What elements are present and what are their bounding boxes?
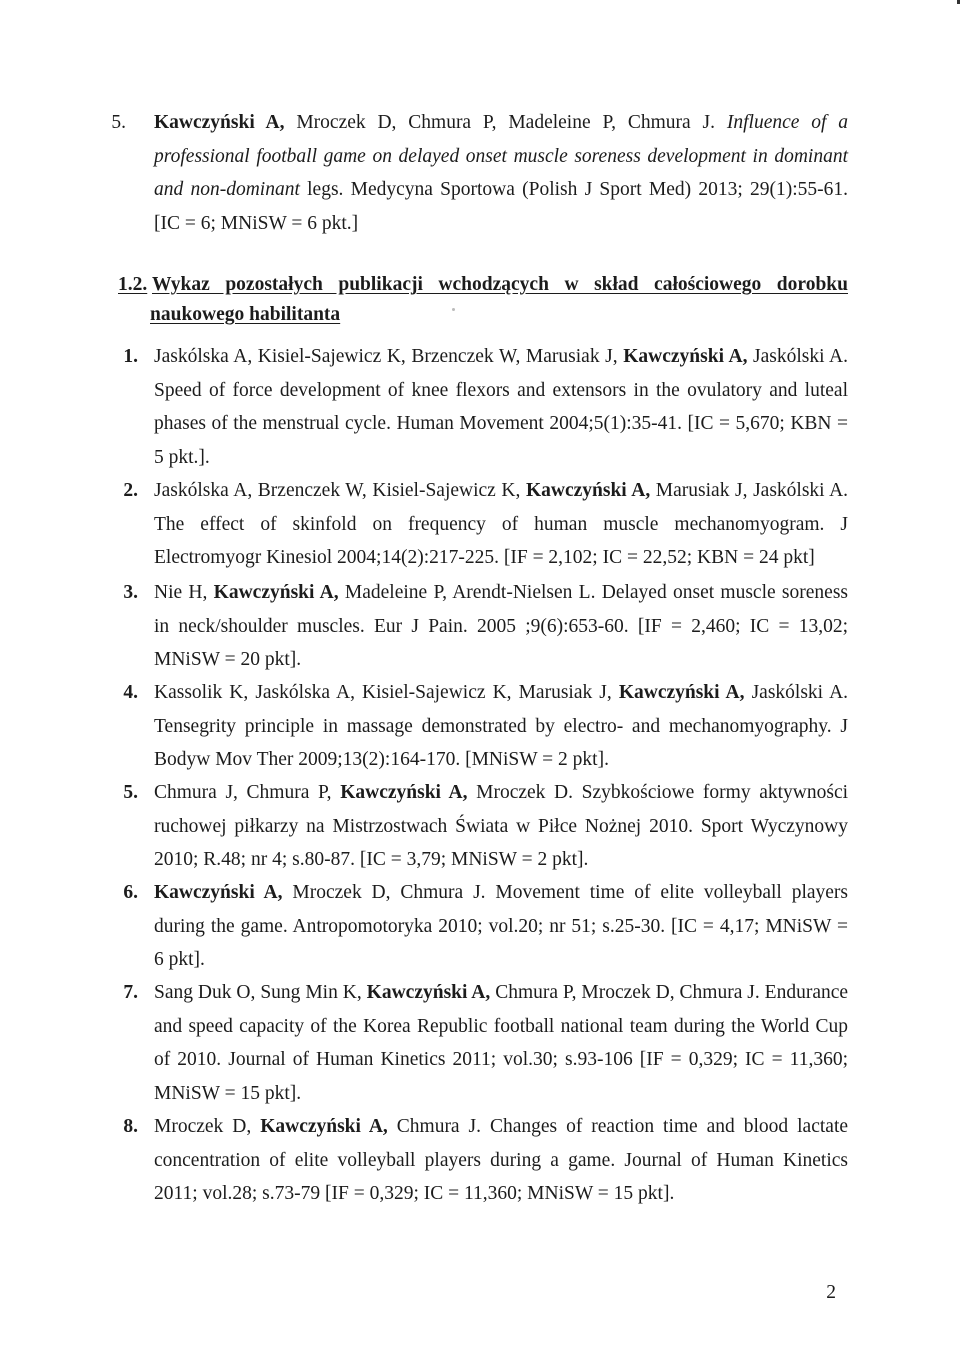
item-authors-before: Jaskólska A, Brzenczek W, Kisiel-Sajewicz K,: [154, 480, 521, 501]
list-item: [154, 340, 848, 474]
list-item: [154, 976, 848, 1110]
entry-citation: legs. Medycyna Sportowa (Polish J Sport Med) 2013; 29(1):55-61. [IC = 6; MNiSW = 6 pkt.]: [154, 179, 849, 234]
item-authors-before: Sang Duk O, Sung Min K,: [154, 982, 362, 1003]
item-authors-before: Kassolik K, Jaskólska A, Kisiel-Sajewicz K, Marusiak J,: [154, 682, 612, 703]
list-item-number: 1.: [123, 346, 138, 367]
page-number: 2: [826, 1282, 836, 1303]
item-details: Marusiak J, Jaskólski A. The effect of skinfold on frequency of human muscle mechanomyogram. J Electromyogr Kinesiol 2004;14(2):217-225. [IF = 2,102; IC = 22,52; KBN = 24 pkt]: [154, 480, 849, 568]
section-number: 1.2.: [118, 274, 148, 295]
entry-authors: Mroczek D, Chmura P, Madeleine P, Chmura J.: [296, 112, 716, 133]
item-authors-before: Nie H,: [154, 582, 208, 603]
highlighted-author: Kawczyński A,: [618, 682, 745, 703]
section-title-line-1: Wykaz pozostałych publikacji wchodzących w skład całościowego dorobku: [152, 274, 848, 295]
list-item-number: 4.: [123, 682, 138, 703]
item-details: Madeleine P, Arendt-Nielsen L. Delayed onset muscle soreness in neck/shoulder muscles. Eur J Pain. 2005 ;9(6):653-60. [IF = 2,460; IC = 13,02; MNiSW = 20 pkt].: [154, 582, 849, 670]
item-authors-before: Chmura J, Chmura P,: [154, 782, 332, 803]
item-details: Mroczek D, Chmura J. Movement time of elite volleyball players during the game. Antropomotoryka 2010; vol.20; nr 51; s.25-30. [IC = 4,17; MNiSW = 6 pkt].: [154, 882, 849, 970]
list-item-number: 5.: [123, 782, 138, 803]
list-item: [154, 676, 848, 777]
entry-title: Influence of a professional football game on delayed onset muscle soreness development in dominant and non-dominant: [154, 112, 849, 200]
scan-speck: [452, 308, 455, 311]
item-details: Mroczek D. Szybkościowe formy aktywności ruchowej piłkarzy na Mistrzostwach Świata w Piłce Nożnej 2010. Sport Wyczynowy 2010; R.48; nr 4; s.80-87. [IC = 3,79; MNiSW = 2 pkt].: [154, 782, 849, 870]
list-item: [154, 474, 848, 575]
highlighted-author: Kawczyński A,: [366, 982, 491, 1003]
highlighted-author: Kawczyński A,: [260, 1116, 388, 1137]
list-item-number: 3.: [123, 582, 138, 603]
highlighted-author: Kawczyński A,: [623, 346, 748, 367]
entry-number: 5.: [111, 112, 126, 133]
list-item-number: 8.: [123, 1116, 138, 1137]
item-details: Chmura P, Mroczek D, Chmura J. Endurance and speed capacity of the Korea Republic football national team during the World Cup of 2010. Journal of Human Kinetics 2011; vol.30; s.93-106 [IF = 0,329; IC = 11,360; MNiSW = 15 pkt].: [154, 982, 849, 1104]
highlighted-author: Kawczyński A,: [340, 782, 468, 803]
highlighted-author: Kawczyński A,: [213, 582, 339, 603]
highlighted-author: Kawczyński A,: [525, 480, 651, 501]
list-item-number: 7.: [123, 982, 138, 1003]
item-details: Jaskólski A. Tensegrity principle in massage demonstrated by electro- and mechanomyography. J Bodyw Mov Ther 2009;13(2):164-170. [MNiSW = 2 pkt].: [154, 682, 849, 770]
section-heading: [118, 270, 848, 330]
section-title-line-2: naukowego habilitanta: [150, 304, 341, 325]
list-item-number: 2.: [123, 480, 138, 501]
item-details: Jaskólski A. Speed of force development of knee flexors and extensors in the ovulatory and luteal phases of the menstrual cycle. Human Movement 2004;5(1):35-41. [IC = 5,670; KBN = 5 pkt.].: [154, 346, 849, 468]
item-authors-before: Mroczek D,: [154, 1116, 252, 1137]
list-item-number: 6.: [123, 882, 138, 903]
publication-entry: [154, 106, 848, 240]
highlighted-author: Kawczyński A,: [154, 882, 283, 903]
item-details: Chmura J. Changes of reaction time and blood lactate concentration of elite volleyball players during a game. Journal of Human Kinetics 2011; vol.28; s.73-79 [IF = 0,329; IC = 11,360; MNiSW = 15 pkt].: [154, 1116, 849, 1204]
list-item: [154, 776, 848, 877]
list-item: [154, 576, 848, 677]
list-item: [154, 1110, 848, 1211]
list-item: [154, 876, 848, 977]
item-authors-before: Jaskólska A, Kisiel-Sajewicz K, Brzenczek W, Marusiak J,: [154, 346, 618, 367]
highlighted-author: Kawczyński A,: [154, 112, 285, 133]
